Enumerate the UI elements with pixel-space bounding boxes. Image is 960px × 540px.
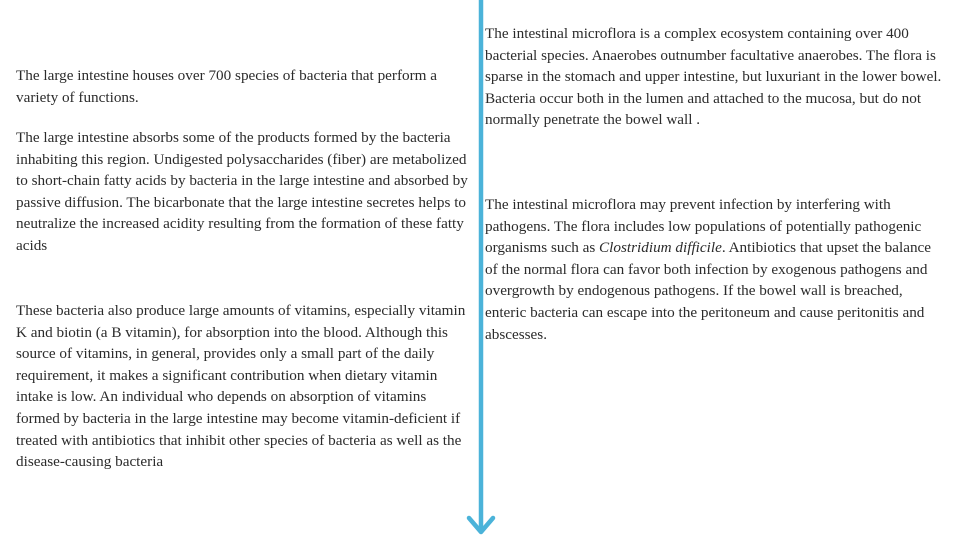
left-paragraph-2: The large intestine absorbs some of the products formed by the bacteria inhabiting this region. Undigested polysaccharides (fiber) are metabolized to short-chain fatty acids by bacteria in the large intestine and absorbed by passive diffusion. The bicarbonate that the large intestine secretes helps to neutralize the increased acidity resulting from the formation of these fatty acids [16, 129, 468, 254]
left-paragraph-3: These bacteria also produce large amounts of vitamins, especially vitamin K and biotin (a B vitamin), for absorption into the blood. Although this source of vitamins, in general, provides only a small part of the daily requirement, it makes a significant contribution when dietary vitamin intake is low. An individual who depends on absorption of vitamins formed by bacteria in the large intestine may become vitamin-deficient if treated with antibiotics that inhibit other species of bacteria as well as the disease-causing bacteria [16, 302, 466, 471]
organism-name: Clostridium difficile [599, 239, 722, 257]
right-paragraph-2 [485, 194, 947, 345]
right-paragraph-1: The intestinal microflora is a complex ecosystem containing over 400 bacterial species. Anaerobes outnumber facultative anaerobes. The flora is sparse in the stomach and upper intestine, but luxuriant in the lower bowel. Bacteria occur both in the lumen and attached to the mucosa, but do not normally penetrate the bowel wall . [485, 25, 942, 129]
left-paragraph-1: The large intestine houses over 700 species of bacteria that perform a variety of functions. [16, 67, 438, 106]
right-paragraph-2-text-b: . Antibiotics that upset the balance of the normal flora can favor both infection by exogenous pathogens and overgrowth by endogenous pathogens. If the bowel wall is breached, enteric bacteria can escape into the peritoneum and cause peritonitis and abscesses. [485, 239, 932, 343]
right-paragraph-2-text-a: The intestinal microflora may prevent infection by interfering with pathogens. The flora includes low populations of potentially pathogenic organisms such as [485, 196, 922, 257]
